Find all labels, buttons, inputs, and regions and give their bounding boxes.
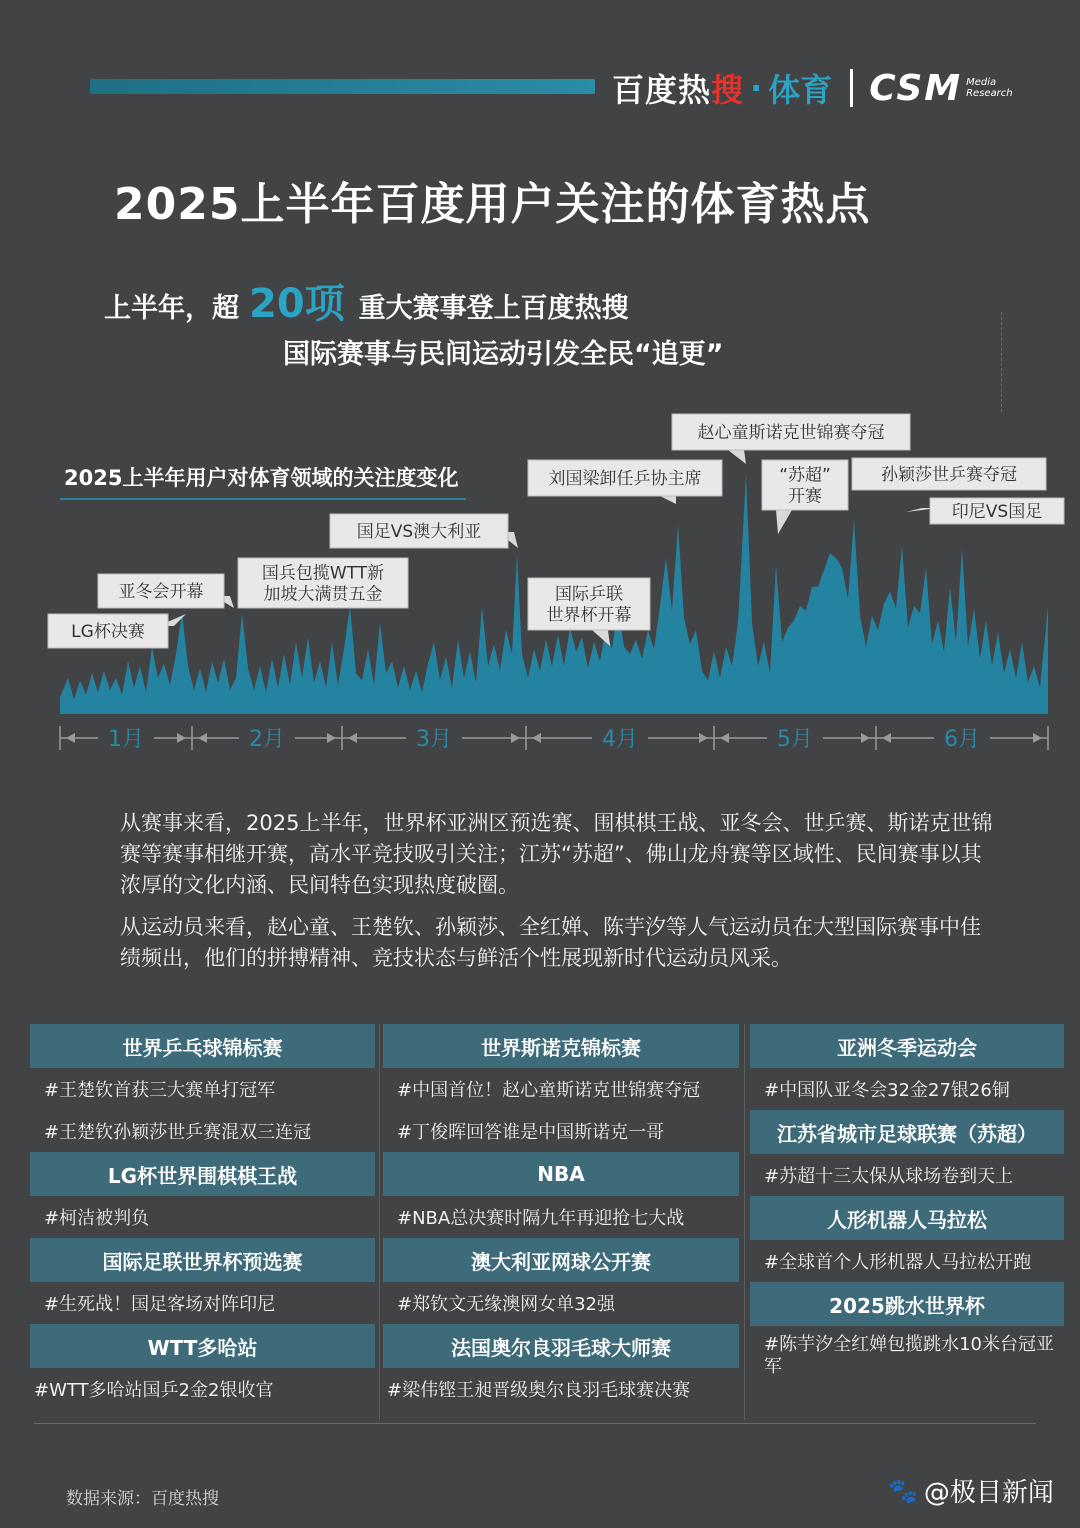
axis-arrow	[348, 733, 357, 743]
annotation-label: 国兵包揽WTT新	[261, 563, 385, 584]
x-tick-label: 3月	[416, 727, 452, 752]
annotation-label: 孙颖莎世乒赛夺冠	[881, 465, 1017, 485]
subtitle-line2: 国际赛事与民间运动引发全民“追更”	[283, 339, 724, 370]
x-tick-label: 4月	[602, 727, 638, 752]
events-column-3	[750, 1024, 1064, 1384]
axis-arrow	[861, 733, 870, 743]
event-tag: #全球首个人形机器人马拉松开跑	[764, 1252, 1032, 1273]
annotation-pointer	[592, 630, 610, 646]
subtitle-line1: 上半年，超 20项 重大赛事登上百度热搜	[104, 272, 629, 329]
event-header: 法国奥尔良羽毛球大师赛	[383, 1324, 739, 1368]
csm-subtitle: Media Research	[966, 77, 1013, 99]
decorative-divider	[1001, 312, 1002, 412]
brand-logo: 百度热搜 · 体育 CSM Media Research	[612, 66, 1013, 110]
x-tick-label: 6月	[944, 727, 980, 752]
axis-arrow	[699, 733, 708, 743]
axis-arrow	[882, 733, 891, 743]
column-divider	[379, 1024, 380, 1420]
column-divider	[744, 1024, 745, 1420]
event-header: 亚洲冬季运动会	[750, 1024, 1064, 1068]
event-tag: #中国队亚冬会32金27银26铜	[764, 1080, 1010, 1101]
event-header: WTT多哈站	[30, 1324, 375, 1368]
axis-arrow	[511, 733, 520, 743]
header-accent-bar	[90, 79, 595, 94]
event-tag: #郑钦文无缘澳网女单32强	[397, 1294, 615, 1315]
paw-icon: 🐾	[888, 1476, 918, 1505]
event-tag: #苏超十三太保从球场卷到天上	[764, 1166, 1014, 1187]
annotation-label: 赵心童斯诺克世锦赛夺冠	[697, 423, 885, 443]
annotation-label: 开赛	[788, 486, 822, 507]
event-tag: #中国首位！赵心童斯诺克世锦赛夺冠	[397, 1080, 701, 1101]
annotation-pointer	[728, 450, 746, 464]
annotation-label: 国际乒联	[555, 584, 623, 605]
event-header: 2025跳水世界杯	[750, 1282, 1064, 1326]
table-bottom-line	[34, 1423, 1036, 1424]
event-tag: #柯洁被判负	[44, 1208, 150, 1229]
event-header: 国际足联世界杯预选赛	[30, 1238, 375, 1282]
event-tag: #丁俊晖回答谁是中国斯诺克一哥	[397, 1122, 665, 1143]
x-tick-label: 5月	[777, 727, 813, 752]
axis-arrow	[66, 733, 75, 743]
event-tag: #王楚钦首获三大赛单打冠军	[44, 1080, 276, 1101]
brand-baidu-hot: 百度热搜	[612, 71, 745, 109]
x-tick-label: 1月	[108, 727, 144, 752]
event-tag: #WTT多哈站国乒2金2银收官	[34, 1380, 274, 1401]
annotation-label: “苏超”	[779, 465, 831, 486]
event-tag: #NBA总决赛时隔九年再迎抢七大战	[397, 1208, 685, 1229]
axis-arrow	[327, 733, 336, 743]
event-tag: #梁伟铿王昶晋级奥尔良羽毛球赛决赛	[387, 1380, 691, 1401]
brand-divider	[850, 69, 853, 107]
event-tag: #陈芋汐全红婵包揽跳水10米台冠亚军	[764, 1334, 1054, 1377]
chart-title: 2025上半年用户对体育领域的关注度变化	[64, 466, 459, 490]
event-header: LG杯世界围棋棋王战	[30, 1152, 375, 1196]
annotation-label: 世界杯开幕	[546, 605, 632, 626]
event-header: NBA	[383, 1152, 739, 1196]
highlight-count: 20项	[249, 281, 345, 327]
brand-sports: 体育	[768, 71, 833, 109]
attention-area-chart	[0, 400, 1080, 760]
axis-arrow	[177, 733, 186, 743]
annotation-label: 刘国梁卸任乒协主席	[548, 469, 702, 489]
event-tag: #生死战！国足客场对阵印尼	[44, 1294, 276, 1315]
paragraph-events: 从赛事来看，2025上半年，世界杯亚洲区预选赛、围棋棋王战、亚冬会、世乒赛、斯诺克世锦赛等赛事相继开赛，高水平竞技吸引关注；江苏“苏超”、佛山龙舟赛等区域性、民间赛事以其浓厚的文化内涵、民间特色实现热度破圈。	[120, 811, 993, 897]
event-header: 世界斯诺克锦标赛	[383, 1024, 739, 1068]
annotation-label: 国足VS澳大利亚	[356, 522, 482, 542]
paragraph-athletes: 从运动员来看，赵心童、王楚钦、孙颖莎、全红婵、陈芋汐等人气运动员在大型国际赛事中佳绩频出，他们的拼搏精神、竞技状态与鲜活个性展现新时代运动员风采。	[120, 915, 981, 970]
annotation-label: 亚冬会开幕	[118, 582, 204, 602]
axis-arrow	[720, 733, 729, 743]
event-header: 澳大利亚网球公开赛	[383, 1238, 739, 1282]
event-header: 江苏省城市足球联赛（苏超）	[750, 1110, 1064, 1154]
axis-arrow	[532, 733, 541, 743]
event-header: 世界乒乓球锦标赛	[30, 1024, 375, 1068]
csm-logo: CSM	[869, 67, 963, 109]
annotation-label: LG杯决赛	[71, 622, 145, 642]
event-header: 人形机器人马拉松	[750, 1196, 1064, 1240]
events-column-2	[383, 1024, 739, 1410]
event-tag: #王楚钦孙颖莎世乒赛混双三连冠	[44, 1122, 312, 1143]
page-title: 2025上半年百度用户关注的体育热点	[114, 179, 871, 230]
axis-arrow	[198, 733, 207, 743]
annotation-pointer	[660, 496, 676, 504]
data-source: 数据来源：百度热搜	[66, 1489, 219, 1509]
annotation-label: 印尼VS国足	[951, 502, 1043, 522]
watermark: 🐾 @极目新闻	[888, 1476, 1054, 1508]
x-tick-label: 2月	[249, 727, 285, 752]
events-column-1	[30, 1024, 375, 1410]
annotation-label: 加坡大满贯五金	[263, 584, 383, 605]
axis-arrow	[1033, 733, 1042, 743]
annotation-pointer	[776, 510, 792, 534]
